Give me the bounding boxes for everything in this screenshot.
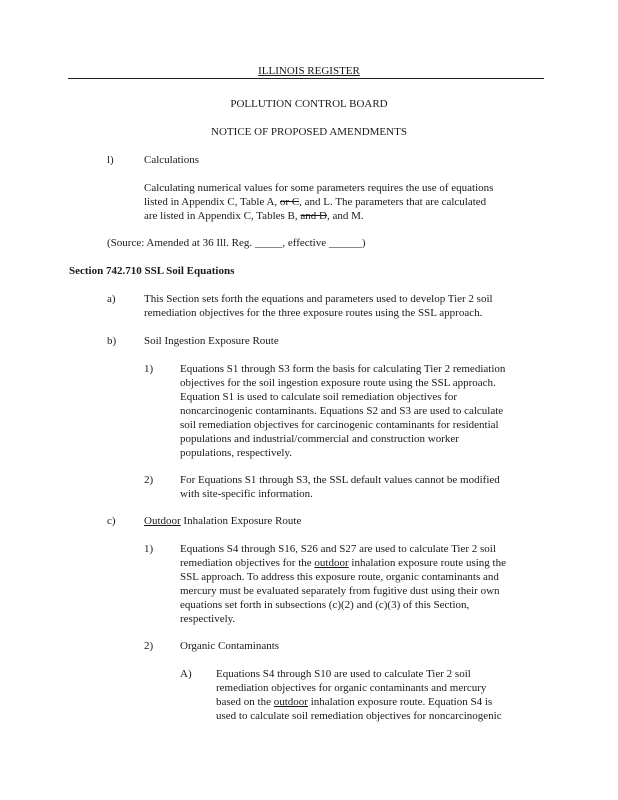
b1-label: 1) (144, 363, 154, 375)
text-segment: , and L. The parameters that are calculated (299, 196, 487, 208)
b1-text (180, 362, 560, 460)
c1-label: 1) (144, 543, 154, 555)
item-l-line-1: Calculating numerical values for some parameters requires the use of equations (144, 182, 494, 194)
text-segment: inhalation exposure route using the (348, 557, 506, 569)
text-line: For Equations S1 through S3, the SSL default values cannot be modified (180, 474, 500, 486)
c2-title: Organic Contaminants (180, 640, 280, 652)
text-line: populations, respectively. (180, 447, 293, 459)
c1-text (180, 542, 560, 626)
subsection-c-title (144, 514, 301, 528)
subsection-a-text (144, 292, 544, 320)
item-l-line-3 (144, 209, 544, 223)
text-line: respectively. (180, 613, 236, 625)
underlined-text: outdoor (314, 557, 349, 569)
item-l-paragraph (144, 181, 544, 223)
header-rule (68, 78, 544, 79)
text-segment: based on the (216, 696, 274, 708)
text-line: Equations S4 through S10 are used to calculate Tier 2 soil (216, 668, 471, 680)
text-segment: remediation objectives for the (180, 557, 315, 569)
text-line: mercury must be evaluated separately from fugitive dust using their own (180, 585, 500, 597)
text-line: used to calculate soil remediation objectives for noncarcinogenic (216, 710, 502, 722)
struck-text: or C (279, 196, 300, 208)
text-line: objectives for the soil ingestion exposure route using the SSL approach. (180, 377, 496, 389)
text-line: This Section sets forth the equations and parameters used to develop Tier 2 soil (144, 293, 493, 305)
subsection-b-label: b) (107, 335, 117, 347)
board-title: POLLUTION CONTROL BOARD (230, 98, 388, 110)
underlined-text: outdoor (273, 696, 308, 708)
item-l-title: Calculations (144, 154, 199, 166)
text-segment: inhalation exposure route. Equation S4 is (307, 696, 493, 708)
text-line: SSL approach. To address this exposure route, organic contaminants and (180, 571, 499, 583)
text-line (180, 556, 560, 570)
text-line: populations and industrial/commercial and construction worker (180, 433, 459, 445)
text-line: Equations S4 through S16, S26 and S27 are used to calculate Tier 2 soil (180, 543, 496, 555)
item-l-label: l) (107, 154, 114, 166)
text-segment: listed in Appendix C, Table A, (144, 196, 280, 208)
item-l-line-2 (144, 195, 544, 209)
text-line: with site-specific information. (180, 488, 313, 500)
subsection-a-label: a) (107, 293, 116, 305)
subsection-c-label: c) (107, 515, 116, 527)
register-title: ILLINOIS REGISTER (258, 65, 360, 77)
text-segment: are listed in Appendix C, Tables B, (144, 210, 301, 222)
text-line: remediation objectives for the three exposure routes using the SSL approach. (144, 307, 483, 319)
text-line: equations set forth in subsections (c)(2) and (c)(3) of this Section, (180, 599, 470, 611)
struck-text: and D (300, 210, 327, 222)
text-segment: Inhalation Exposure Route (180, 515, 302, 527)
notice-title: NOTICE OF PROPOSED AMENDMENTS (211, 126, 407, 138)
b2-label: 2) (144, 474, 154, 486)
text-line: Equation S1 is used to calculate soil remediation objectives for (180, 391, 458, 403)
b2-text (180, 473, 560, 501)
section-heading: Section 742.710 SSL Soil Equations (69, 265, 235, 277)
text-line: noncarcinogenic contaminants. Equations S2 and S3 are used to calculate (180, 405, 504, 417)
underlined-text: Outdoor (144, 515, 181, 527)
text-segment: , and M. (326, 210, 364, 222)
subsection-b-title: Soil Ingestion Exposure Route (144, 335, 279, 347)
c2-label: 2) (144, 640, 154, 652)
text-line: Equations S1 through S3 form the basis for calculating Tier 2 remediation (180, 363, 506, 375)
source-note: (Source: Amended at 36 Ill. Reg. _____, effective ______) (107, 237, 366, 249)
text-line: soil remediation objectives for carcinogenic contaminants for residential (180, 419, 499, 431)
cA-label: A) (180, 668, 192, 680)
cA-text (216, 667, 566, 723)
text-line: remediation objectives for organic contaminants and mercury (216, 682, 487, 694)
text-line (216, 695, 566, 709)
